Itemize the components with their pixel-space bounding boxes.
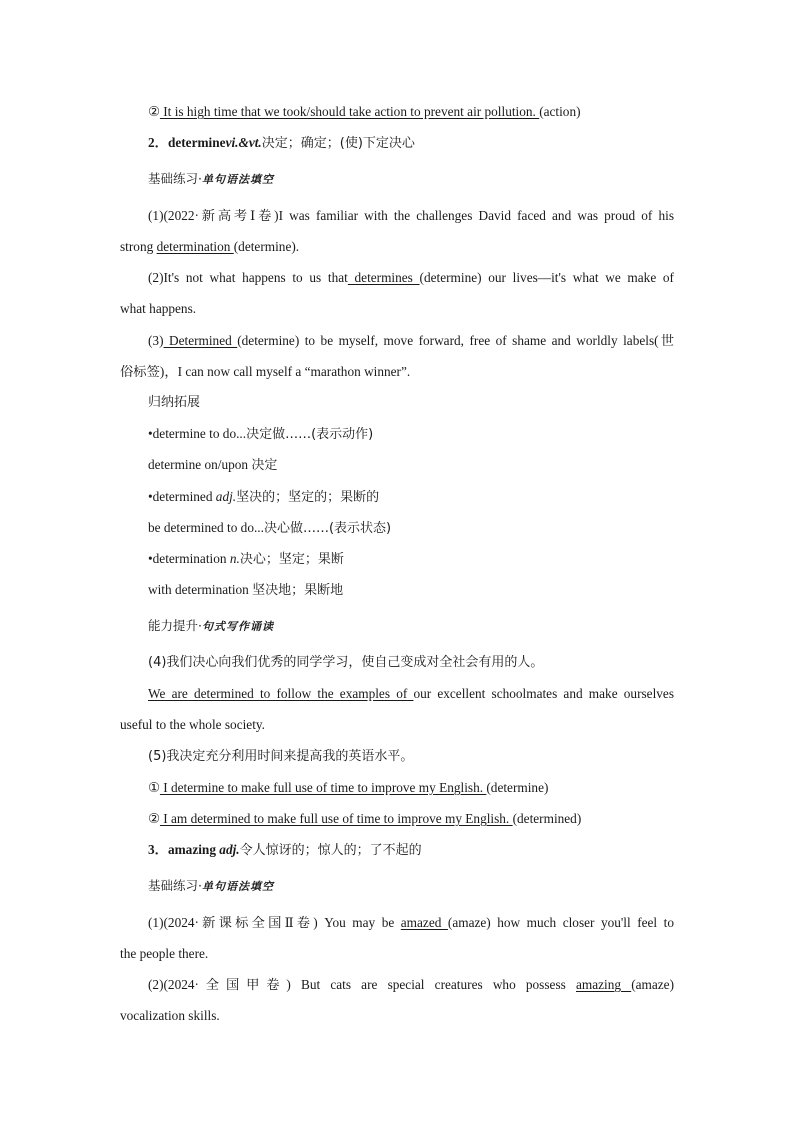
circled-marker: ② [148,104,160,119]
exercise-5-answer-2: ② I am determined to make full use of time to improve my English. (determined) [148,811,582,826]
exercise-5-answer-1: ① I determine to make full use of time to improve my English. (determine) [148,780,549,795]
summary-item: •determination n.决心；坚定；果断 [148,551,344,567]
entry-heading-determine: 2．determinevi.&vt.决定；确定；(使)下定决心 [148,135,415,151]
hint-word: (action) [539,104,581,119]
definition: 决定；确定；(使)下定决心 [261,136,415,151]
exercise-1-line-2: strong determination (determine). [120,239,300,254]
answer-blank: amazing [575,977,632,992]
answer-blank: Determined [163,333,238,348]
exercise-3-line-2: 俗标签)，I can now call myself a “marathon winner”. [120,364,411,379]
exercise-amaze-2-line-1: (2)(2024·全国甲卷) But cats are special creatures who possess amazing (amaze) [148,977,674,992]
part-of-speech: vi.&vt. [225,135,262,150]
exercise-amaze-2-line-2: vocalization skills. [120,1008,220,1023]
headword: determine [167,135,226,150]
exercise-3-line-1: (3) Determined (determine) to be myself, move forward, free of shame and worldly labels(世 [148,333,674,348]
exercise-amaze-1-line-1: (1)(2024·新课标全国Ⅱ卷) You may be amazed (amaze) how much closer you'll feel to [148,915,674,930]
exercise-4-prompt: (4)我们决心向我们优秀的同学学习，使自己变成对全社会有用的人。 [148,655,544,670]
section-label-ability: 能力提升·句式写作诵读 [148,618,274,633]
section-label-basic-practice: 基础练习·单句语法填空 [148,878,274,893]
entry-heading-amazing: 3．amazing adj.令人惊讶的；惊人的；了不起的 [148,842,422,858]
exercise-5-prompt: (5)我决定充分利用时间来提高我的英语水平。 [148,749,414,764]
exercise-1-line-1: (1)(2022·新高考Ⅰ卷)I was familiar with the challenges David faced and was proud of his [148,208,674,223]
answer-blank: amazed [400,915,448,930]
exercise-amaze-1-line-2: the people there. [120,946,209,961]
item-2-answer-line [148,103,748,121]
summary-item: with determination 坚决地；果断地 [148,582,344,598]
answer-blank: determination [156,239,234,254]
exercise-4-answer-line-2: useful to the whole society. [120,717,265,732]
answer-blank: I am determined to make full use of time to improve my English. [159,811,513,826]
section-label-summary: 归纳拓展 [148,395,201,410]
exercise-2-line-2: what happens. [120,301,197,316]
answer-blank: determines [347,270,420,285]
summary-item: be determined to do...决心做……(表示状态) [148,520,392,536]
answer-blank: I determine to make full use of time to improve my English. [159,780,487,795]
summary-item: •determine to do...决定做……(表示动作) [148,426,374,442]
part-of-speech: adj. [215,842,240,857]
exercise-4-answer-line-1: We are determined to follow the examples of our excellent schoolmates and make ourselves [148,686,674,701]
section-label-basic-practice: 基础练习·单句语法填空 [148,171,274,186]
answer-blank: We are determined to follow the examples of [148,686,414,701]
definition: 令人惊讶的；惊人的；了不起的 [239,843,422,858]
summary-item: determine on/upon 决定 [148,457,278,473]
headword: amazing [167,842,216,857]
answer-blank: It is high time that we took/should take action to prevent air pollution. [159,104,540,119]
exercise-2-line-1: (2)It's not what happens to us that determines (determine) our lives—it's what we make of [148,270,674,285]
summary-item: •determined adj.坚决的；坚定的；果断的 [148,489,380,505]
